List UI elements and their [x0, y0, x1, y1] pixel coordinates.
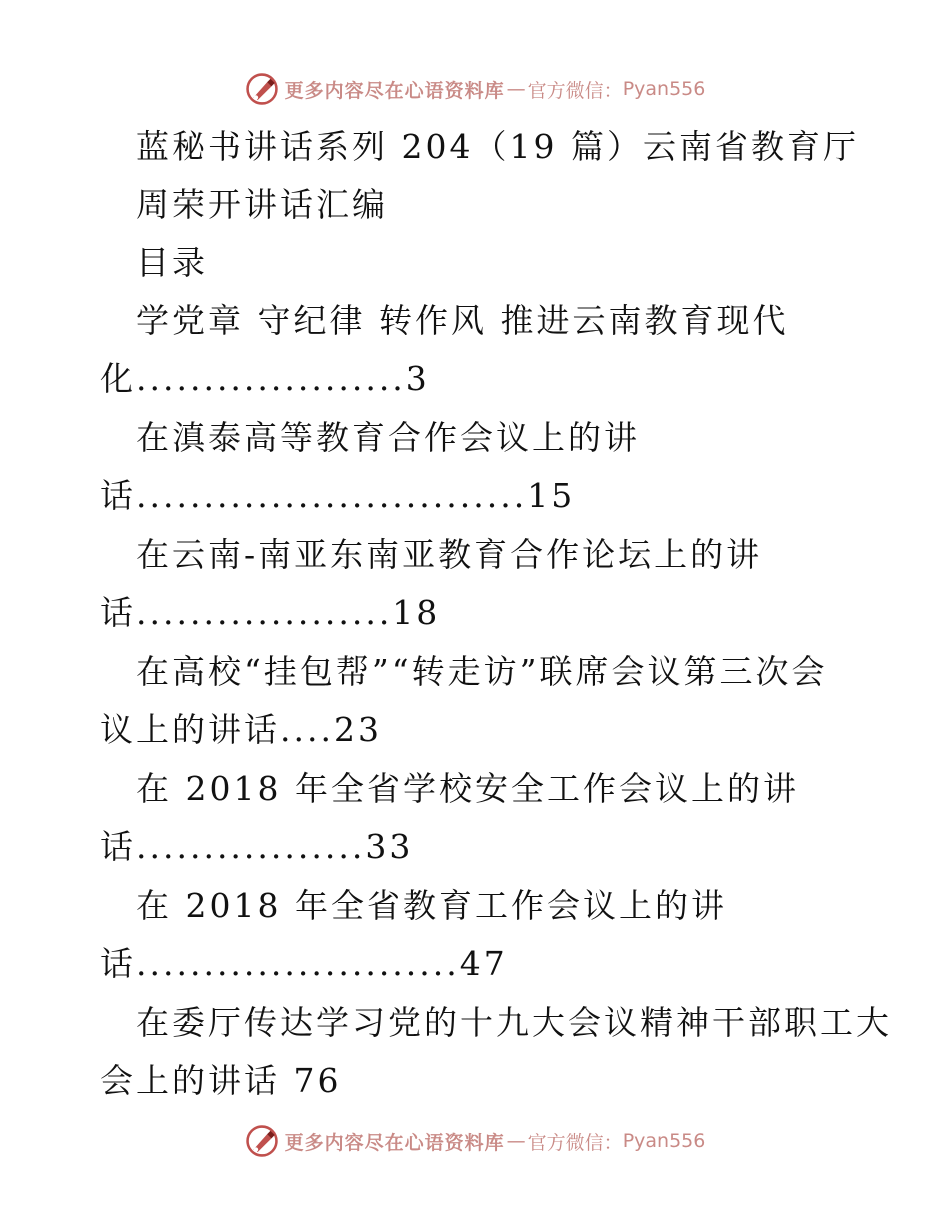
toc-entry-4-page: 议上的讲话....23: [100, 710, 382, 749]
footer-watermark: [0, 1124, 950, 1158]
watermark-handle: Pyan556: [622, 1130, 706, 1152]
toc-entry-1-page: 化....................3: [100, 359, 430, 398]
watermark-text: 更多内容尽在心语资料库: [284, 1131, 505, 1154]
document-title-line-1: 蓝秘书讲话系列 204（19 篇）云南省教育厅: [136, 127, 859, 166]
toc-entry-6-page: 话........................47: [100, 944, 508, 983]
toc-entry-6-title: 在 2018 年全省教育工作会议上的讲: [136, 886, 727, 925]
pen-logo-icon: [245, 72, 279, 106]
toc-entry-3-page: 话...................18: [100, 593, 441, 632]
toc-heading: 目录: [136, 243, 208, 282]
watermark-label: 官方微信：: [527, 1131, 623, 1154]
toc-entry-5-page: 话.................33: [100, 827, 414, 866]
toc-entry-7-title: 在委厅传达学习党的十九大会议精神干部职工大: [136, 1003, 892, 1042]
pen-logo-icon: [245, 1124, 279, 1158]
toc-entry-3-title: 在云南-南亚东南亚教育合作论坛上的讲: [136, 535, 763, 574]
toc-entry-2-page: 话.............................15: [100, 476, 576, 515]
watermark-label: 官方微信：: [527, 79, 623, 102]
header-watermark: [0, 72, 950, 106]
watermark-dash: —: [506, 1130, 526, 1152]
toc-entry-1-title: 学党章 守纪律 转作风 推进云南教育现代: [136, 301, 789, 340]
document-title-line-2: 周荣开讲话汇编: [136, 185, 388, 224]
toc-entry-4-title: 在高校“挂包帮”“转走访”联席会议第三次会: [136, 652, 828, 691]
toc-entry-7-page: 会上的讲话 76: [100, 1061, 342, 1100]
toc-entry-2-title: 在滇泰高等教育合作会议上的讲: [136, 418, 640, 457]
watermark-handle: Pyan556: [622, 78, 706, 100]
watermark-text: 更多内容尽在心语资料库: [284, 79, 505, 102]
toc-entry-5-title: 在 2018 年全省学校安全工作会议上的讲: [136, 769, 799, 808]
watermark-dash: —: [506, 78, 526, 100]
